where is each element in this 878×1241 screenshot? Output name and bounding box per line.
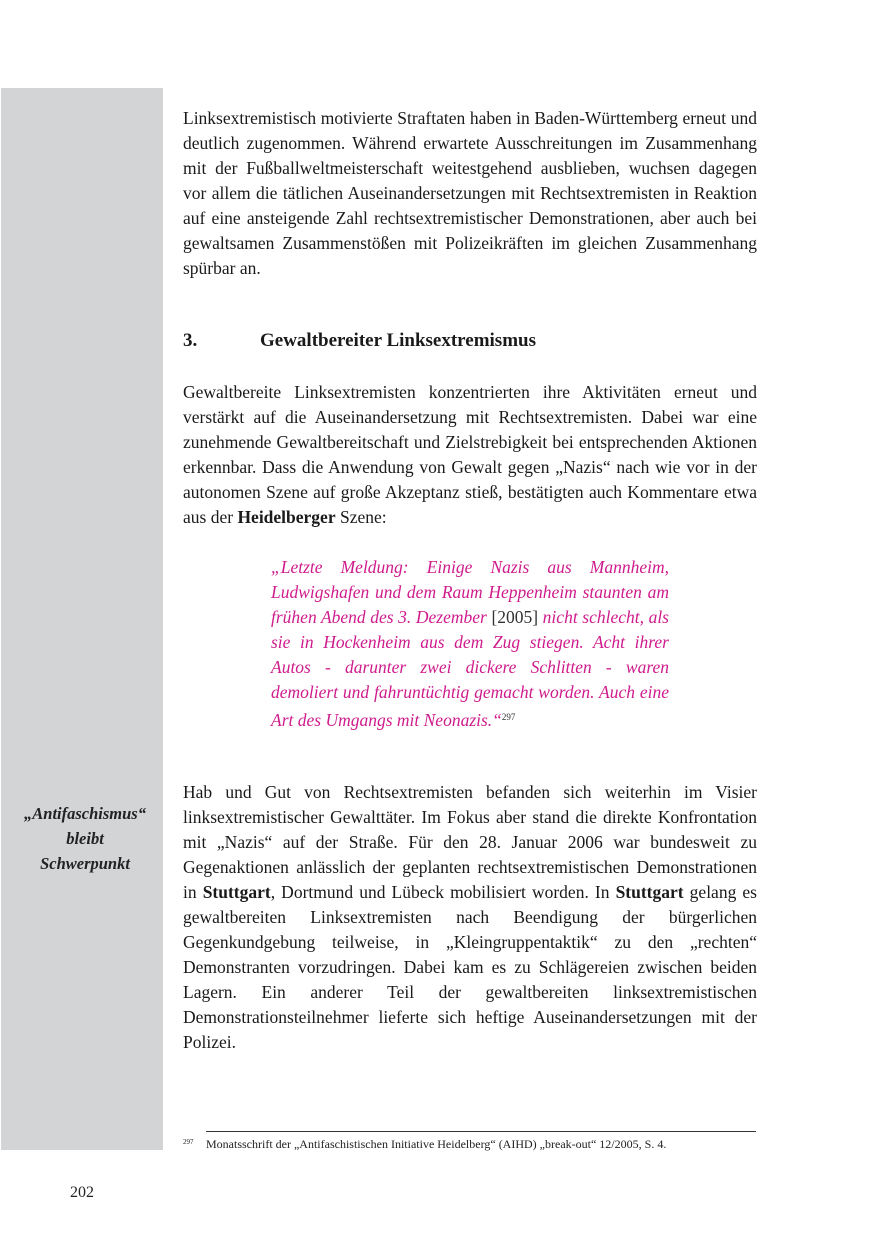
footnote-number: 297	[183, 1138, 194, 1146]
margin-note-line: bleibt	[66, 829, 104, 848]
quote-text: „Letzte Meldung: Einige Nazis aus Mannheim, Ludwigshafen und dem Raum Heppenheim staunten am frühen Abend des 3. Dezember	[271, 557, 669, 627]
place-highlight: Heidelberger	[237, 507, 336, 527]
place-highlight: Stuttgart	[202, 882, 271, 902]
paragraph-text: Hab und Gut von Rechtsextremisten befanden sich weiterhin im Visier linksextremistischer Gewalttäter. Im Fokus aber stand die direkte Konfrontation mit „Nazis“ auf der Straße. Für den 28. Januar 2006 war bundesweit zu Gegenaktionen anlässlich der geplanten rechtsextremistischen Demonstrationen in	[183, 782, 757, 902]
margin-note	[0, 801, 170, 876]
footnote-text: Monatsschrift der „Antifaschistischen Initiative Heidelberg“ (AIHD) „break-out“ 12/2005, S. 4.	[206, 1137, 667, 1151]
footnote-reference: 297	[501, 712, 516, 722]
section-number: 3.	[183, 330, 198, 351]
margin-sidebar	[1, 88, 163, 1150]
paragraph-text: Gewaltbereite Linksextremisten konzentrierten ihre Aktivitäten erneut und verstärkt auf die Auseinandersetzung mit Rechtsextremisten. Dabei war eine zunehmende Gewaltbereitschaft und Zielstrebigkeit bei entsprechenden Aktionen erkennbar. Dass die Anwendung von Gewalt gegen „Nazis“ nach wie vor in der autonomen Szene auf große Akzeptanz stieß, bestätigten auch Kommentare etwa aus der	[183, 382, 757, 527]
section-heading	[183, 330, 757, 352]
paragraph-violent-left	[183, 380, 757, 530]
margin-note-line: Schwerpunkt	[40, 854, 130, 873]
paragraph-intro: Linksextremistisch motivierte Straftaten haben in Baden-Württemberg erneut und deutlich zugenommen. Während erwartete Ausschreitungen im Zusammenhang mit der Fußballweltmeisterschaft weitestgehend ausblieben, wuchsen dagegen vor allem die tätlichen Auseinandersetzungen mit Rechtsextremisten in Reaktion auf eine ansteigende Zahl rechtsextremistischer Demonstrationen, aber auch bei gewaltsamen Zusammenstößen mit Polizeikräften im gleichen Zusammenhang spürbar an.	[183, 108, 757, 278]
paragraph-antifascism	[183, 780, 757, 1055]
quote-bracket: [2005]	[491, 607, 539, 627]
section-title: Gewaltbereiter Linksextremismus	[260, 330, 536, 351]
place-highlight: Stuttgart	[615, 882, 684, 902]
footnote	[183, 1137, 758, 1152]
paragraph-text: gelang es gewaltbereiten Linksextremisten nach Beendigung der bürgerlichen Gegenkundgebung teilweise, in „Kleingruppentaktik“ zu den „rechten“ Demonstranten vorzudringen. Dabei kam es zu Schlägereien zwischen beiden Lagern. Ein anderer Teil der gewaltbereiten linksextremistischen Demonstrationsteilnehmer lieferte sich heftige Auseinandersetzungen mit der Polizei.	[183, 882, 757, 1052]
footnote-divider	[206, 1131, 756, 1132]
block-quote	[271, 555, 669, 733]
paragraph-text: , Dortmund und Lübeck mobilisiert worden. In	[270, 882, 616, 902]
quote-text-continued: nicht schlecht, als sie in Hockenheim aus dem Zug stiegen. Acht ihrer Autos - darunter zwei dickere Schlitten - waren demoliert und fahruntüchtig gemacht worden. Auch eine Art des Umgangs mit Neonazis.“	[271, 607, 669, 730]
page-number: 202	[70, 1184, 94, 1201]
paragraph-text-end: Szene:	[335, 507, 387, 527]
margin-note-line: „Antifaschismus“	[24, 804, 146, 823]
